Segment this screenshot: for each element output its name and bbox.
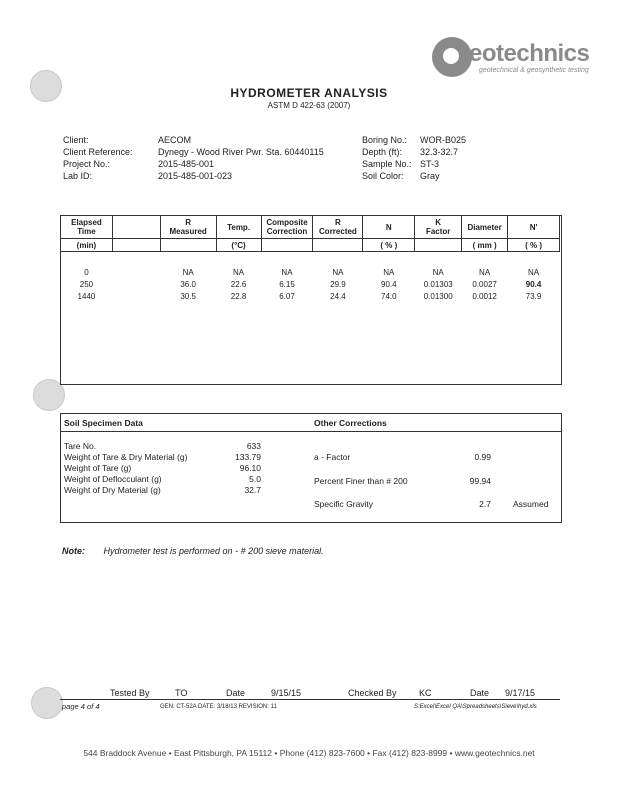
date-label-2: Date — [470, 688, 490, 698]
info-right-labels: Boring No.: Depth (ft): Sample No.: Soil Color: — [362, 135, 412, 181]
header-cell — [112, 216, 160, 239]
header-cell: R Measured — [160, 216, 216, 239]
logo-tagline: geotechnical & geosynthetic testing — [479, 67, 589, 74]
table-cell: 250 — [79, 279, 94, 289]
wt-dry-value: 32.7 — [244, 485, 261, 495]
unit-cell: ( % ) — [508, 239, 560, 252]
wt-tare-dry-value: 133.79 — [235, 452, 261, 462]
wt-tare-label: Weight of Tare (g) — [64, 463, 132, 473]
table-cell: NA — [332, 267, 344, 277]
checked-by-value: KC — [419, 688, 432, 698]
footer-address: 544 Braddock Avenue • East Pittsburgh, PA 15112 • Phone (412) 823-7600 • Fax (412) 823-8999 • www.geotechnics.net — [83, 748, 535, 758]
tested-by-label: Tested By — [110, 688, 150, 698]
info-left-values: AECOM Dynegy - Wood River Pwr. Sta. 60440115 2015-485-001 2015-485-001-023 — [158, 135, 324, 181]
page-subtitle: ASTM D 422-63 (2007) — [267, 101, 351, 110]
unit-cell: (min) — [61, 239, 113, 252]
table-cell: NA — [432, 267, 444, 277]
checked-by-label: Checked By — [348, 688, 397, 698]
table-cell: NA — [233, 267, 245, 277]
signoff-rule — [60, 699, 560, 700]
table-cell: 22.8 — [230, 291, 247, 301]
table-cell: 90.4 — [525, 279, 542, 289]
tested-by-value: TO — [175, 688, 188, 698]
note-text: Hydrometer test is performed on - # 200 sieve material. — [103, 546, 324, 556]
header-cell: Elapsed Time — [61, 216, 113, 239]
date-value-2: 9/17/15 — [505, 688, 536, 698]
wt-tare-value: 96.10 — [239, 463, 261, 473]
sg-note: Assumed — [513, 499, 549, 509]
table-cell — [112, 266, 160, 278]
hydrometer-table — [60, 215, 560, 302]
pfiner-label: Percent Finer than # 200 — [314, 476, 408, 486]
unit-cell — [261, 239, 313, 252]
unit-cell: (°C) — [216, 239, 261, 252]
header-cell: R Corrected — [313, 216, 363, 239]
unit-cell: ( mm ) — [462, 239, 508, 252]
soil-specimen-box — [60, 413, 562, 523]
table-cell: 6.07 — [279, 291, 295, 301]
form-code: GEN. CT-52A DATE: 3/18/13 REVISION: 11 — [160, 704, 277, 710]
table-cell: 22.6 — [230, 279, 247, 289]
info-left-labels: Client: Client Reference: Project No.: Lab ID: — [63, 135, 133, 181]
other-corrections-heading: Other Corrections — [314, 418, 387, 428]
unit-cell — [313, 239, 363, 252]
table-row — [61, 266, 560, 278]
soil-specimen-heading: Soil Specimen Data — [64, 418, 143, 428]
tare-value: 633 — [246, 441, 261, 451]
unit-cell — [112, 239, 160, 252]
table-cell: 0.01303 — [423, 279, 453, 289]
table-cell: 0 — [84, 267, 89, 277]
file-path: S:Excel\Excel QA\Spreadsheets\Sieve\hyd.xls — [414, 704, 537, 710]
table-cell — [112, 278, 160, 290]
table-cell: 0.0027 — [472, 279, 497, 289]
table-cell: NA — [383, 267, 395, 277]
table-cell: 73.9 — [525, 291, 542, 301]
pfiner-value: 99.94 — [469, 476, 491, 486]
table-cell: NA — [479, 267, 491, 277]
soil-header — [61, 414, 561, 432]
date-label-1: Date — [226, 688, 246, 698]
table-row — [61, 290, 560, 302]
header-cell: N' — [508, 216, 560, 239]
note-label: Note: — [62, 546, 85, 556]
sg-label: Specific Gravity — [314, 499, 374, 509]
sg-value: 2.7 — [479, 499, 491, 509]
table-cell: 0.0012 — [472, 291, 497, 301]
table-cell — [112, 290, 160, 302]
table-cell: NA — [182, 267, 194, 277]
date-value-1: 9/15/15 — [271, 688, 302, 698]
table-cell: 0.01300 — [423, 291, 453, 301]
table-cell: 1440 — [77, 291, 96, 301]
note — [62, 546, 324, 556]
page-title: HYDROMETER ANALYSIS — [230, 86, 388, 100]
unit-cell — [415, 239, 462, 252]
header-cell: Temp. — [216, 216, 261, 239]
unit-cell — [160, 239, 216, 252]
table-cell: 29.9 — [330, 279, 346, 289]
table-cell: 30.5 — [180, 291, 196, 301]
table-cell: 90.4 — [381, 279, 397, 289]
header-cell: Diameter — [462, 216, 508, 239]
table-cell: NA — [527, 267, 540, 277]
header-cell: K Factor — [415, 216, 462, 239]
logo-text: eotechnics — [469, 40, 590, 67]
unit-cell: ( % ) — [363, 239, 415, 252]
header-cell: N — [363, 216, 415, 239]
table-cell: 74.0 — [381, 291, 397, 301]
wt-defloc-value: 5.0 — [249, 474, 261, 484]
table-cell: 36.0 — [180, 279, 196, 289]
page-number: page 4 of 4 — [62, 702, 100, 711]
table-cell: 24.4 — [330, 291, 346, 301]
header-cell: Composite Correction — [261, 216, 313, 239]
punch-hole — [31, 687, 63, 719]
table-row — [61, 278, 560, 290]
afactor-label: a - Factor — [314, 452, 351, 462]
wt-tare-dry-label: Weight of Tare & Dry Material (g) — [64, 452, 188, 462]
logo-g-icon — [432, 37, 472, 77]
wt-defloc-label: Weight of Deflocculant (g) — [64, 474, 162, 484]
afactor-value: 0.99 — [474, 452, 491, 462]
info-right-values: WOR-B025 32.3-32.7 ST-3 Gray — [420, 135, 467, 181]
tare-label: Tare No. — [64, 441, 97, 451]
table-cell: 6.15 — [279, 279, 295, 289]
wt-dry-label: Weight of Dry Material (g) — [64, 485, 161, 495]
table-cell: NA — [281, 267, 293, 277]
